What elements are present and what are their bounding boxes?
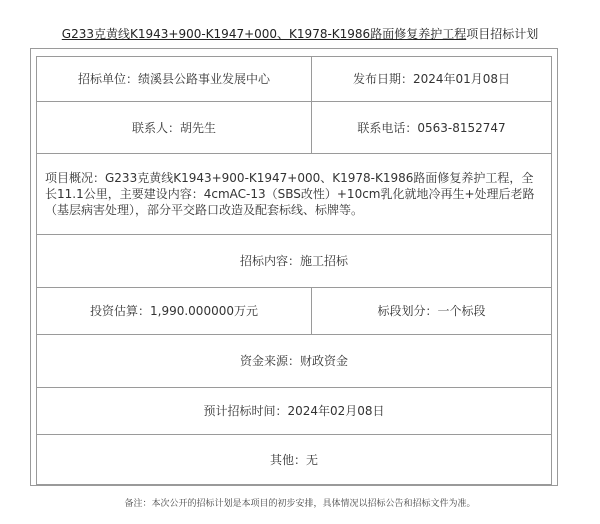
document-title <box>0 26 600 42</box>
table-row <box>37 235 552 288</box>
project-name: G233克黄线K1943+900-K1947+000、K1978-K1986路面修复养护工程 <box>61 27 467 41</box>
tender-content-cell: 招标内容：施工招标 <box>37 235 552 288</box>
table-row <box>37 388 552 435</box>
table-row <box>37 102 552 154</box>
publish-date-cell: 发布日期：2024年01月08日 <box>312 57 552 102</box>
fund-source-cell: 资金来源：财政资金 <box>37 335 552 388</box>
tender-plan-table <box>36 56 552 485</box>
project-overview-cell: 项目概况：G233克黄线K1943+900-K1947+000、K1978-K1986路面修复养护工程，全长11.1公里，主要建设内容：4cmAC-13（SBS改性）+10cm乳化就地冷再生+处理后老路（基层病害处理），部分平交路口改造及配套标线、标牌等。 <box>37 154 552 235</box>
contact-person-cell: 联系人：胡先生 <box>37 102 312 154</box>
table-row <box>37 154 552 235</box>
footnote: 备注：本次公开的招标计划是本项目的初步安排，具体情况以招标公告和招标文件为准。 <box>124 499 476 509</box>
investment-estimate-cell: 投资估算：1,990.000000万元 <box>37 288 312 335</box>
table-row <box>37 57 552 102</box>
other-cell: 其他：无 <box>37 435 552 485</box>
tender-time-cell: 预计招标时间：2024年02月08日 <box>37 388 552 435</box>
table-row <box>37 435 552 485</box>
section-division-cell: 标段划分：一个标段 <box>312 288 552 335</box>
table-row <box>37 335 552 388</box>
title-suffix: 项目招标计划 <box>466 27 539 41</box>
bidder-cell: 招标单位：绩溪县公路事业发展中心 <box>37 57 312 102</box>
contact-phone-cell: 联系电话：0563-8152747 <box>312 102 552 154</box>
table-row <box>37 288 552 335</box>
